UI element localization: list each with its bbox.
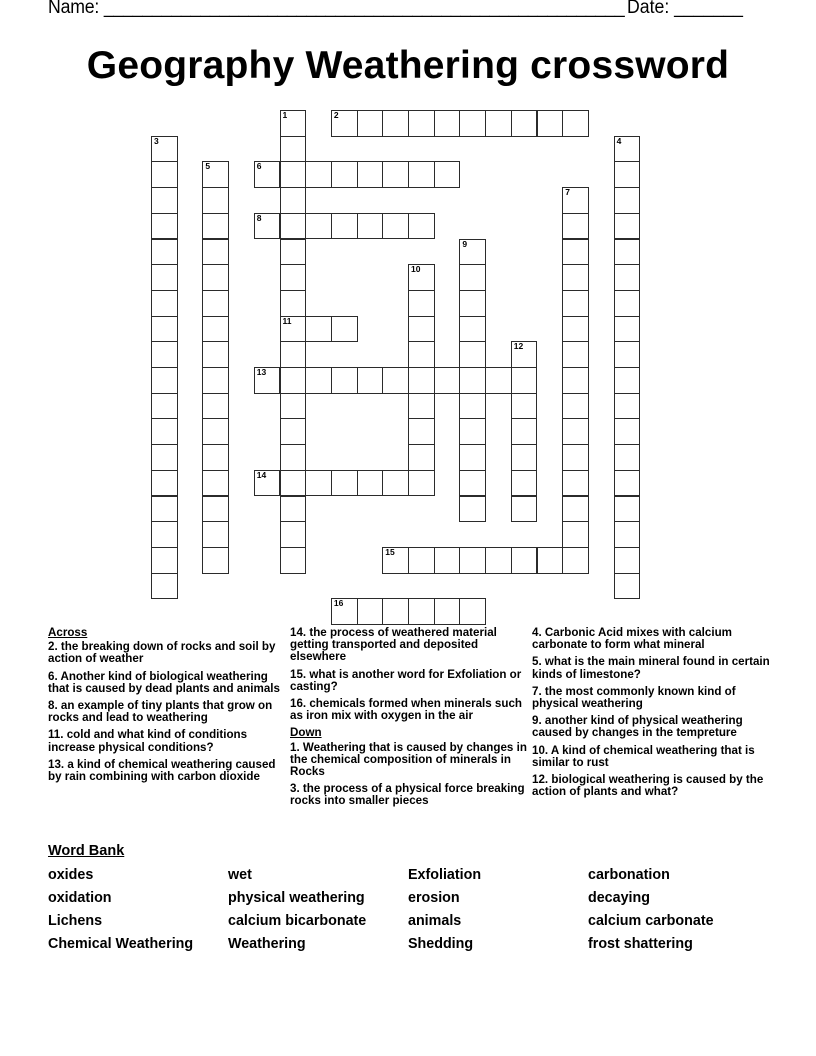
clue-down-7 — [532, 686, 772, 710]
crossword-cell[interactable] — [614, 367, 641, 394]
crossword-cell[interactable] — [202, 213, 229, 240]
clue-number-label: 11 — [282, 315, 292, 326]
crossword-cell[interactable] — [562, 521, 589, 548]
crossword-cell[interactable] — [511, 393, 538, 420]
clue-text: an example of tiny plants that grow on rocks and lead to weathering — [48, 699, 273, 725]
clue-text: another kind of physical weathering caused by changes in the tempreture — [532, 714, 743, 740]
clue-across-8 — [48, 700, 283, 724]
crossword-cell[interactable] — [280, 290, 307, 317]
crossword-cell[interactable] — [305, 367, 332, 394]
crossword-cell[interactable] — [408, 110, 435, 137]
clue-across-11 — [48, 729, 283, 753]
name-blank[interactable]: ______________________________________________________ — [103, 0, 625, 18]
crossword-cell[interactable] — [357, 161, 384, 188]
clues-column-2 — [290, 627, 530, 813]
crossword-cell[interactable] — [614, 264, 641, 291]
crossword-cell[interactable] — [280, 547, 307, 574]
clue-text: Another kind of biological weathering that is caused by dead plants and animals — [48, 669, 280, 695]
crossword-cell[interactable] — [408, 470, 435, 497]
crossword-cell[interactable] — [280, 521, 307, 548]
word-bank-item: Chemical Weathering — [48, 936, 194, 952]
page-title: Geography Weathering crossword — [86, 44, 730, 87]
clue-across-13 — [48, 759, 283, 783]
crossword-cell[interactable] — [280, 496, 307, 523]
crossword-cell[interactable] — [614, 573, 641, 600]
crossword-cell[interactable] — [408, 341, 435, 368]
crossword-cell[interactable] — [614, 161, 641, 188]
clue-number: 11. — [48, 728, 64, 742]
crossword-cell[interactable] — [151, 239, 178, 266]
crossword-cell[interactable] — [280, 418, 307, 445]
clue-text: what is another word for Exfoliation or casting? — [290, 667, 522, 693]
clue-number: 1. — [290, 740, 300, 754]
crossword-cell[interactable] — [305, 470, 332, 497]
clue-number-label: 2 — [333, 110, 339, 120]
crossword-cell[interactable] — [434, 547, 461, 574]
crossword-cell[interactable] — [151, 136, 178, 163]
crossword-cell[interactable] — [254, 470, 281, 497]
crossword-cell[interactable] — [614, 290, 641, 317]
crossword-cell[interactable] — [151, 393, 178, 420]
date-label: Date: — [627, 0, 675, 18]
crossword-cell[interactable] — [614, 470, 641, 497]
crossword-cell[interactable] — [562, 187, 589, 214]
crossword-cell[interactable] — [202, 290, 229, 317]
crossword-cell[interactable] — [562, 110, 589, 137]
crossword-cell[interactable] — [614, 418, 641, 445]
crossword-cell[interactable] — [511, 496, 538, 523]
crossword-cell[interactable] — [280, 136, 307, 163]
clue-down-3 — [290, 783, 530, 807]
crossword-cell[interactable] — [280, 264, 307, 291]
crossword-cell[interactable] — [408, 444, 435, 471]
crossword-cell[interactable] — [511, 367, 538, 394]
crossword-cell[interactable] — [459, 598, 486, 625]
crossword-cell[interactable] — [254, 161, 281, 188]
clue-across-2 — [48, 641, 283, 665]
clue-across-16 — [290, 698, 530, 722]
clue-text: the breaking down of rocks and soil by action of weather — [48, 640, 276, 666]
crossword-cell[interactable] — [202, 470, 229, 497]
crossword-cell[interactable] — [562, 547, 589, 574]
down-heading: Down — [290, 726, 322, 740]
name-label: Name: — [48, 0, 104, 18]
crossword-cell[interactable] — [459, 496, 486, 523]
clue-number-label: 1 — [282, 110, 288, 120]
crossword-cell[interactable] — [562, 393, 589, 420]
crossword-cell[interactable] — [459, 418, 486, 445]
clue-number: 3. — [290, 782, 300, 796]
crossword-cell[interactable] — [408, 161, 435, 188]
clue-down-9 — [532, 715, 772, 739]
crossword-cell[interactable] — [408, 418, 435, 445]
clue-number: 5. — [532, 655, 542, 669]
clue-number-label: 12 — [513, 341, 524, 352]
clue-number: 16. — [290, 697, 307, 711]
crossword-cell[interactable] — [202, 496, 229, 523]
clue-number-label: 6 — [256, 161, 262, 172]
clue-text: a kind of chemical weathering caused by rain combining with carbon dioxide — [48, 757, 276, 784]
clue-number-label: 14 — [256, 469, 267, 480]
crossword-cell[interactable] — [459, 316, 486, 343]
crossword-cell[interactable] — [614, 393, 641, 420]
clue-text: what is the main mineral found in certain kinds of limestone? — [532, 655, 770, 681]
crossword-cell[interactable] — [459, 393, 486, 420]
crossword-cell[interactable] — [151, 290, 178, 317]
crossword-cell[interactable] — [511, 470, 538, 497]
crossword-cell[interactable] — [151, 573, 178, 600]
crossword-cell[interactable] — [280, 470, 307, 497]
clue-number-label: 3 — [154, 135, 159, 146]
clue-number: 4. — [532, 626, 542, 639]
crossword-cell[interactable] — [459, 547, 486, 574]
crossword-cell[interactable] — [614, 316, 641, 343]
crossword-cell[interactable] — [280, 239, 307, 266]
crossword-cell[interactable] — [331, 470, 358, 497]
crossword-cell[interactable] — [331, 316, 358, 343]
crossword-cell[interactable] — [202, 264, 229, 291]
word-bank — [48, 867, 788, 953]
clue-text: chemicals formed when minerals such as iron mix with oxygen in the air — [290, 697, 522, 723]
clue-down-12 — [532, 774, 772, 798]
crossword-cell[interactable] — [331, 367, 358, 394]
crossword-cell[interactable] — [511, 418, 538, 445]
clue-number-label: 13 — [256, 367, 267, 377]
crossword-cell[interactable] — [562, 341, 589, 368]
crossword-cell[interactable] — [459, 290, 486, 317]
crossword-cell[interactable] — [408, 547, 435, 574]
word-bank-item: Weathering — [228, 936, 306, 952]
crossword-cell[interactable] — [408, 213, 435, 240]
crossword-cell[interactable] — [280, 444, 307, 471]
crossword-cell[interactable] — [331, 110, 358, 137]
crossword-cell[interactable] — [202, 316, 229, 343]
crossword-cell[interactable] — [382, 367, 409, 394]
clue-number: 15. — [290, 667, 307, 681]
word-bank-title: Word Bank — [48, 843, 125, 859]
clue-number-label: 16 — [333, 598, 344, 609]
crossword-cell[interactable] — [357, 598, 384, 625]
word-bank-item: oxidation — [48, 890, 112, 906]
crossword-cell[interactable] — [434, 161, 461, 188]
crossword-cell[interactable] — [562, 316, 589, 343]
crossword-cell[interactable] — [202, 161, 229, 188]
crossword-cell[interactable] — [280, 316, 307, 343]
crossword-cell[interactable] — [511, 444, 538, 471]
clue-across-15 — [290, 669, 530, 693]
crossword-cell[interactable] — [562, 213, 589, 240]
crossword-cell[interactable] — [408, 393, 435, 420]
crossword-cell[interactable] — [511, 110, 538, 137]
clue-across-6 — [48, 671, 283, 695]
crossword-cell[interactable] — [202, 239, 229, 266]
crossword-cell[interactable] — [151, 547, 178, 574]
word-bank-item: frost shattering — [588, 936, 693, 952]
crossword-cell[interactable] — [280, 367, 307, 394]
clue-down-4 — [532, 627, 772, 651]
clue-number: 12. — [532, 773, 549, 787]
crossword-cell[interactable] — [434, 110, 461, 137]
crossword-cell[interactable] — [485, 367, 512, 394]
crossword-cell[interactable] — [562, 418, 589, 445]
crossword-cell[interactable] — [382, 470, 409, 497]
crossword-cell[interactable] — [614, 213, 641, 240]
clue-number: 2. — [48, 640, 58, 654]
word-bank-item: calcium carbonate — [588, 913, 714, 929]
clue-number: 10. — [532, 743, 549, 757]
crossword-cell[interactable] — [151, 213, 178, 240]
crossword-cell[interactable] — [202, 393, 229, 420]
word-bank-item: Lichens — [48, 913, 103, 929]
word-bank-item: erosion — [408, 890, 460, 906]
clue-number: 8. — [48, 699, 58, 713]
clues-column-1 — [48, 627, 283, 788]
crossword-cell[interactable] — [434, 598, 461, 625]
crossword-cell[interactable] — [151, 264, 178, 291]
crossword-cell[interactable] — [614, 239, 641, 266]
word-bank-item: animals — [408, 913, 462, 929]
crossword-cell[interactable] — [537, 547, 564, 574]
crossword-cell[interactable] — [537, 110, 564, 137]
crossword-cell[interactable] — [151, 521, 178, 548]
crossword-cell[interactable] — [331, 598, 358, 625]
crossword-cell[interactable] — [305, 161, 332, 188]
crossword-cell[interactable] — [614, 547, 641, 574]
clue-number: 13. — [48, 757, 65, 771]
crossword-cell[interactable] — [254, 213, 281, 240]
crossword-cell[interactable] — [280, 187, 307, 214]
clue-number: 7. — [532, 684, 542, 698]
crossword-cell[interactable] — [305, 213, 332, 240]
crossword-cell[interactable] — [202, 341, 229, 368]
word-bank-item: carbonation — [588, 867, 670, 883]
crossword-cell[interactable] — [511, 547, 538, 574]
crossword-cell[interactable] — [408, 290, 435, 317]
crossword-cell[interactable] — [331, 213, 358, 240]
clue-number: 9. — [532, 714, 542, 728]
crossword-cell[interactable] — [331, 161, 358, 188]
clue-text: the most commonly known kind of physical weathering — [532, 684, 736, 711]
crossword-cell[interactable] — [459, 341, 486, 368]
crossword-cell[interactable] — [382, 598, 409, 625]
clue-down-10 — [532, 745, 772, 769]
crossword-cell[interactable] — [357, 367, 384, 394]
clue-text: biological weathering is caused by the action of plants and what? — [532, 773, 764, 799]
crossword-cell[interactable] — [151, 367, 178, 394]
clue-text: A kind of chemical weathering that is similar to rust — [532, 743, 755, 769]
clue-across-14 — [290, 627, 530, 664]
crossword-cell[interactable] — [151, 316, 178, 343]
crossword-cell[interactable] — [614, 496, 641, 523]
crossword-cell[interactable] — [254, 367, 281, 394]
crossword-cell[interactable] — [151, 341, 178, 368]
crossword-cell[interactable] — [614, 444, 641, 471]
crossword-cell[interactable] — [562, 470, 589, 497]
clue-text: the process of weathered material getting transported and deposited elsewhere — [290, 626, 497, 664]
crossword-cell[interactable] — [357, 213, 384, 240]
clue-number-label: 7 — [565, 187, 570, 198]
crossword-cell[interactable] — [280, 161, 307, 188]
crossword-cell[interactable] — [485, 547, 512, 574]
crossword-cell[interactable] — [408, 264, 435, 291]
date-blank[interactable]: _______ — [674, 0, 743, 18]
crossword-cell[interactable] — [151, 496, 178, 523]
clue-text: Weathering that is caused by changes in the chemical composition of minerals in Rocks — [290, 740, 527, 779]
crossword-cell[interactable] — [280, 213, 307, 240]
crossword-cell[interactable] — [459, 367, 486, 394]
crossword-cell[interactable] — [151, 187, 178, 214]
crossword-cell[interactable] — [382, 213, 409, 240]
clue-number-label: 15 — [385, 546, 395, 557]
crossword-cell[interactable] — [614, 521, 641, 548]
crossword-cell[interactable] — [408, 598, 435, 625]
word-bank-item: decaying — [588, 890, 650, 906]
clue-number: 6. — [48, 669, 58, 683]
crossword-cell[interactable] — [305, 316, 332, 343]
clue-number-label: 4 — [616, 135, 622, 146]
crossword-cell[interactable] — [151, 161, 178, 188]
crossword-cell[interactable] — [202, 187, 229, 214]
crossword-cell[interactable] — [202, 547, 229, 574]
clue-down-5 — [532, 656, 772, 680]
crossword-cell[interactable] — [459, 470, 486, 497]
crossword-cell[interactable] — [151, 470, 178, 497]
crossword-cell[interactable] — [459, 110, 486, 137]
crossword-cell[interactable] — [202, 444, 229, 471]
crossword-cell[interactable] — [202, 521, 229, 548]
crossword-cell[interactable] — [614, 136, 641, 163]
crossword-cell[interactable] — [408, 367, 435, 394]
crossword-cell[interactable] — [511, 341, 538, 368]
crossword-cell[interactable] — [382, 547, 409, 574]
clue-number-label: 5 — [205, 161, 211, 172]
crossword-cell[interactable] — [280, 110, 307, 137]
crossword-cell[interactable] — [614, 341, 641, 368]
crossword-cell[interactable] — [562, 444, 589, 471]
word-bank-item: physical weathering — [228, 890, 365, 906]
crossword-cell[interactable] — [357, 110, 384, 137]
word-bank-item: Exfoliation — [408, 867, 482, 883]
clues-column-3 — [532, 627, 772, 803]
word-bank-item: Shedding — [408, 936, 474, 952]
crossword-cell[interactable] — [459, 264, 486, 291]
word-bank-item: oxides — [48, 867, 94, 883]
crossword-cell[interactable] — [562, 239, 589, 266]
crossword-cell[interactable] — [202, 367, 229, 394]
crossword-cell[interactable] — [459, 444, 486, 471]
across-heading: Across — [48, 626, 88, 639]
crossword-cell[interactable] — [382, 110, 409, 137]
crossword-cell[interactable] — [202, 418, 229, 445]
crossword-cell[interactable] — [434, 367, 461, 394]
clue-down-1 — [290, 742, 530, 779]
crossword-cell[interactable] — [562, 496, 589, 523]
clue-number-label: 10 — [411, 264, 421, 275]
crossword-cell[interactable] — [151, 418, 178, 445]
word-bank-item: calcium bicarbonate — [228, 913, 367, 929]
crossword-cell[interactable] — [459, 239, 486, 266]
crossword-cell[interactable] — [408, 316, 435, 343]
crossword-cell[interactable] — [614, 187, 641, 214]
clue-number: 14. — [290, 626, 307, 639]
crossword-cell[interactable] — [151, 444, 178, 471]
crossword-cell[interactable] — [280, 393, 307, 420]
clue-number-label: 8 — [256, 212, 262, 223]
clue-text: cold and what kind of conditions increase physical conditions? — [48, 728, 248, 754]
crossword-cell[interactable] — [485, 110, 512, 137]
crossword-cell[interactable] — [382, 161, 409, 188]
clue-number-label: 9 — [462, 238, 468, 249]
clue-text: the process of a physical force breaking rocks into smaller pieces — [290, 782, 525, 808]
crossword-cell[interactable] — [562, 367, 589, 394]
word-bank-item: wet — [228, 867, 252, 883]
crossword-cell[interactable] — [562, 264, 589, 291]
crossword-cell[interactable] — [280, 341, 307, 368]
crossword-cell[interactable] — [357, 470, 384, 497]
crossword-cell[interactable] — [562, 290, 589, 317]
clue-text: Carbonic Acid mixes with calcium carbonate to form what mineral — [532, 626, 732, 652]
